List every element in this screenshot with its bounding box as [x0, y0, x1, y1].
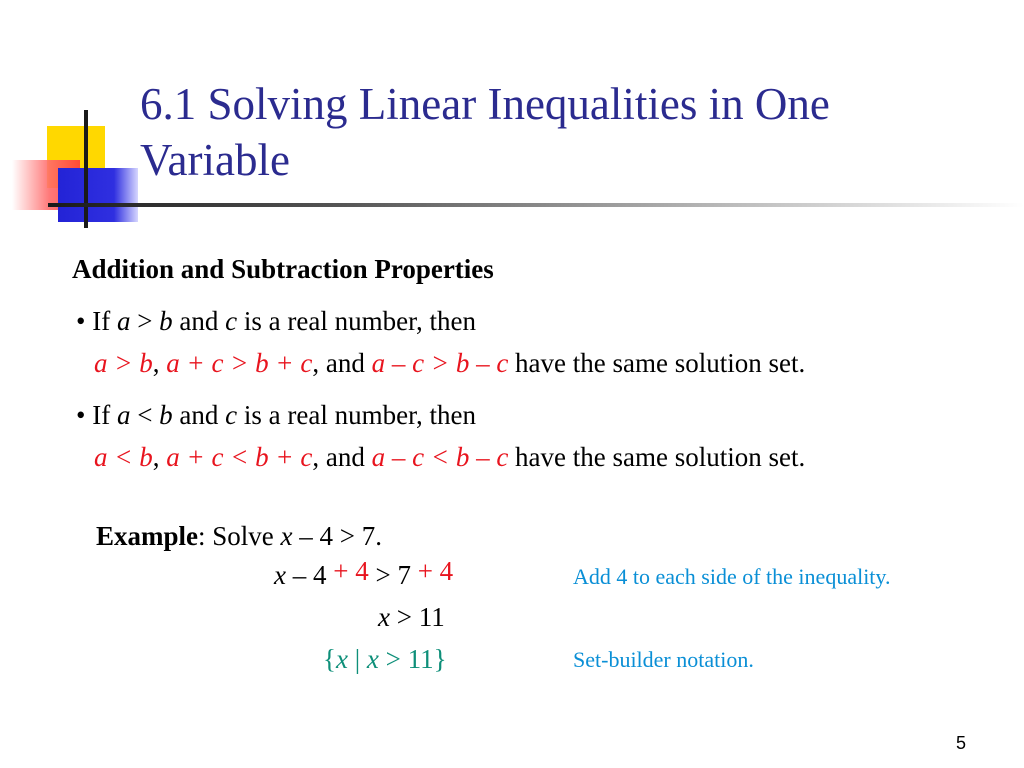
title-divider-line	[48, 203, 1024, 207]
slide-title	[140, 76, 1000, 188]
bullet-mark: •	[76, 400, 86, 430]
bullet2-line1	[76, 400, 476, 431]
logo-blue-square	[58, 168, 138, 222]
step1-note: Add 4 to each side of the inequality.	[573, 564, 891, 589]
bullet2-sep2: , and	[312, 442, 372, 472]
bullet2-sep1: ,	[152, 442, 167, 472]
example-prompt	[96, 521, 382, 552]
bullet2-line2	[94, 442, 805, 473]
bullet1-text-rest: is a real number, then	[237, 306, 476, 336]
bullet1-line1	[76, 306, 476, 337]
bullet1-line2	[94, 348, 805, 379]
set-close-brace: }	[433, 644, 447, 674]
example-prompt-tail: – 4 > 7.	[292, 521, 382, 551]
bullet1-var-b: b	[159, 306, 173, 336]
bullet2-expr3: a – c < b – c	[371, 442, 509, 472]
page-number: 5	[955, 733, 966, 753]
step1-left: – 4	[285, 560, 334, 590]
step2-rest: > 11	[389, 602, 445, 632]
example-step2	[378, 602, 445, 633]
step3-var-x2: x	[366, 644, 379, 674]
example-prompt-rest: : Solve	[198, 521, 281, 551]
step1-var-x: x	[274, 560, 286, 590]
step1-add-right: + 4	[417, 556, 454, 586]
example-step1	[274, 556, 454, 591]
bullet1-sep2: , and	[312, 348, 372, 378]
example-var-x: x	[280, 521, 293, 551]
step3-note: Set-builder notation.	[573, 647, 754, 672]
step2-var-x: x	[378, 602, 390, 632]
bullet2-var-c: c	[225, 400, 238, 430]
bullet2-expr1: a < b	[94, 442, 153, 472]
bullet1-var-c: c	[225, 306, 238, 336]
step3-rest: > 11	[378, 644, 434, 674]
bullet2-tail: have the same solution set.	[508, 442, 806, 472]
bullet2-text-if: If	[92, 400, 117, 430]
slide-title-line2: Variable	[140, 135, 290, 185]
step3-var-x1: x	[335, 644, 348, 674]
bullet2-text-rest: is a real number, then	[237, 400, 476, 430]
bullet1-operator: >	[130, 306, 160, 336]
step1-add-left: + 4	[333, 556, 369, 586]
step1-mid: > 7	[368, 560, 418, 590]
example-step3	[323, 644, 447, 675]
bullet2-operator: <	[130, 400, 160, 430]
bullet2-text-and: and	[172, 400, 226, 430]
bullet1-text-and: and	[172, 306, 226, 336]
set-open-brace: {	[323, 644, 336, 674]
bullet-mark: •	[76, 306, 86, 336]
bullet1-text-if: If	[92, 306, 117, 336]
bullet2-var-b: b	[159, 400, 173, 430]
bullet1-expr2: a + c > b + c	[166, 348, 313, 378]
bullet2-expr2: a + c < b + c	[166, 442, 313, 472]
slide-title-line1: 6.1 Solving Linear Inequalities in One	[140, 79, 830, 129]
bullet1-expr1: a > b	[94, 348, 153, 378]
bullet1-tail: have the same solution set.	[508, 348, 806, 378]
bullet1-expr3: a – c > b – c	[371, 348, 509, 378]
bullet1-sep1: ,	[152, 348, 167, 378]
section-heading: Addition and Subtraction Properties	[72, 254, 494, 284]
bullet2-var-a: a	[116, 400, 131, 430]
example-label: Example	[96, 521, 199, 551]
set-bar: |	[347, 644, 367, 674]
logo-vertical-line	[84, 110, 88, 228]
bullet1-var-a: a	[116, 306, 131, 336]
